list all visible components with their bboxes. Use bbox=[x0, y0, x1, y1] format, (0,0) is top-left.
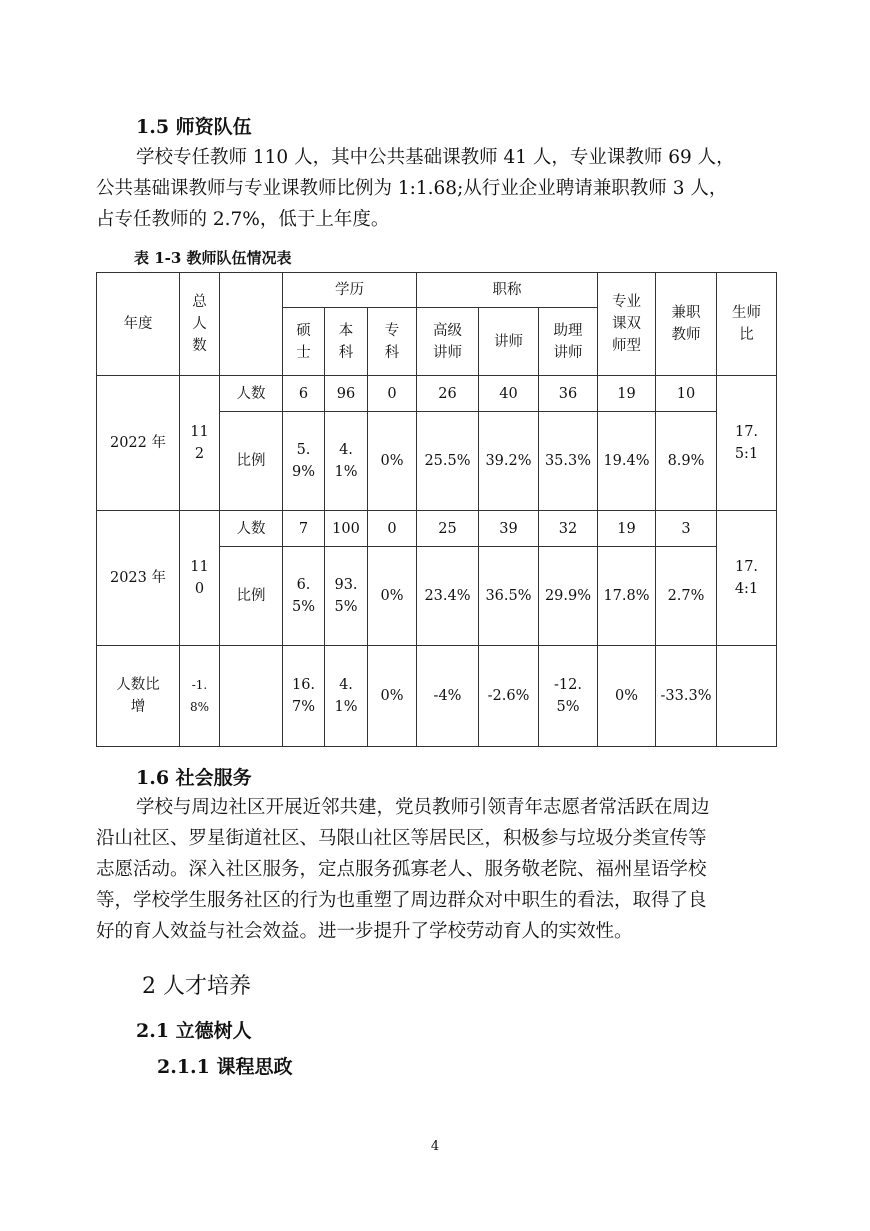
paragraph-line: 好的育人效益与社会效益。进一步提升了学校劳动育人的实效性。 bbox=[96, 921, 633, 942]
pct-cell: 17.8% bbox=[598, 547, 656, 646]
pct-cell: 23.4% bbox=[417, 547, 479, 646]
pct-cell: 29.9% bbox=[539, 547, 598, 646]
growth-cell: -33.3% bbox=[656, 646, 717, 747]
pct-cell: 19.4% bbox=[598, 412, 656, 511]
paragraph-line: 学校与周边社区开展近邻共建，党员教师引领青年志愿者常活跃在周边 bbox=[136, 797, 710, 818]
count-cell: 19 bbox=[598, 376, 656, 412]
row-count-label: 人数 bbox=[220, 376, 283, 412]
growth-cell: 0% bbox=[598, 646, 656, 747]
count-cell: 26 bbox=[417, 376, 479, 412]
paragraph-teachers bbox=[96, 142, 776, 235]
header-senior-lecturer: 高级讲师 bbox=[417, 308, 479, 376]
section-heading-2-1: 2.1 立德树人 bbox=[136, 1020, 252, 1042]
row-count-label: 人数 bbox=[220, 511, 283, 547]
section-heading-1-6: 1.6 社会服务 bbox=[136, 767, 252, 789]
growth-cell: 4.1% bbox=[325, 646, 368, 747]
growth-total: -1.8% bbox=[180, 646, 220, 747]
count-cell: 0 bbox=[368, 376, 417, 412]
count-cell: 25 bbox=[417, 511, 479, 547]
count-cell: 32 bbox=[539, 511, 598, 547]
pct-cell: 0% bbox=[368, 412, 417, 511]
pct-cell: 8.9% bbox=[656, 412, 717, 511]
section-heading-1-5: 1.5 师资队伍 bbox=[136, 116, 252, 138]
teacher-staff-table bbox=[96, 272, 777, 747]
growth-label: 人数比增 bbox=[97, 646, 180, 747]
pct-cell: 25.5% bbox=[417, 412, 479, 511]
paragraph-social-service bbox=[96, 792, 776, 947]
row-pct-label: 比例 bbox=[220, 412, 283, 511]
header-assistant-lecturer: 助理讲师 bbox=[539, 308, 598, 376]
count-cell: 36 bbox=[539, 376, 598, 412]
paragraph-line: 志愿活动。深入社区服务，定点服务孤寡老人、服务敬老院、福州星语学校 bbox=[96, 859, 707, 880]
pct-cell: 36.5% bbox=[479, 547, 539, 646]
growth-empty bbox=[717, 646, 777, 747]
header-bachelor: 本科 bbox=[325, 308, 368, 376]
count-cell: 3 bbox=[656, 511, 717, 547]
count-cell: 7 bbox=[283, 511, 325, 547]
row-ratio: 17.4:1 bbox=[717, 511, 777, 646]
header-empty bbox=[220, 273, 283, 376]
growth-cell: -12.5% bbox=[539, 646, 598, 747]
paragraph-line: 公共基础课教师与专业课教师比例为 1:1.68;从行业企业聘请兼职教师 3 人， bbox=[96, 178, 728, 199]
paragraph-line: 等，学校学生服务社区的行为也重塑了周边群众对中职生的看法，取得了良 bbox=[96, 890, 707, 911]
pct-cell: 6.5% bbox=[283, 547, 325, 646]
pct-cell: 0% bbox=[368, 547, 417, 646]
count-cell: 6 bbox=[283, 376, 325, 412]
count-cell: 10 bbox=[656, 376, 717, 412]
growth-cell: -4% bbox=[417, 646, 479, 747]
section-heading-2-1-1: 2.1.1 课程思政 bbox=[157, 1056, 293, 1078]
count-cell: 0 bbox=[368, 511, 417, 547]
page-number: 4 bbox=[430, 1139, 440, 1154]
header-title: 职称 bbox=[417, 273, 598, 308]
row-year: 2023 年 bbox=[97, 511, 180, 646]
header-part-time: 兼职教师 bbox=[656, 273, 717, 376]
chapter-heading-2: 2 人才培养 bbox=[142, 974, 251, 999]
paragraph-line: 沿山社区、罗星街道社区、马限山社区等居民区，积极参与垃圾分类宣传等 bbox=[96, 828, 707, 849]
header-lecturer: 讲师 bbox=[479, 308, 539, 376]
row-pct-label: 比例 bbox=[220, 547, 283, 646]
header-year: 年度 bbox=[97, 273, 180, 376]
header-dual-qualified: 专业课双师型 bbox=[598, 273, 656, 376]
growth-cell: 0% bbox=[368, 646, 417, 747]
count-cell: 40 bbox=[479, 376, 539, 412]
paragraph-line: 学校专任教师 110 人，其中公共基础课教师 41 人，专业课教师 69 人， bbox=[136, 147, 735, 168]
header-master: 硕士 bbox=[283, 308, 325, 376]
growth-cell: -2.6% bbox=[479, 646, 539, 747]
header-total: 总人数 bbox=[180, 273, 220, 376]
row-ratio: 17.5:1 bbox=[717, 376, 777, 511]
pct-cell: 93.5% bbox=[325, 547, 368, 646]
count-cell: 19 bbox=[598, 511, 656, 547]
growth-cell: 16.7% bbox=[283, 646, 325, 747]
pct-cell: 5.9% bbox=[283, 412, 325, 511]
pct-cell: 39.2% bbox=[479, 412, 539, 511]
header-ratio: 生师比 bbox=[717, 273, 777, 376]
row-total: 112 bbox=[180, 376, 220, 511]
pct-cell: 4.1% bbox=[325, 412, 368, 511]
row-year: 2022 年 bbox=[97, 376, 180, 511]
row-total: 110 bbox=[180, 511, 220, 646]
pct-cell: 35.3% bbox=[539, 412, 598, 511]
growth-empty bbox=[220, 646, 283, 747]
header-college: 专科 bbox=[368, 308, 417, 376]
count-cell: 96 bbox=[325, 376, 368, 412]
count-cell: 100 bbox=[325, 511, 368, 547]
header-education: 学历 bbox=[283, 273, 417, 308]
paragraph-line: 占专任教师的 2.7%，低于上年度。 bbox=[96, 209, 390, 230]
table-caption: 表 1-3 教师队伍情况表 bbox=[134, 249, 292, 267]
count-cell: 39 bbox=[479, 511, 539, 547]
pct-cell: 2.7% bbox=[656, 547, 717, 646]
